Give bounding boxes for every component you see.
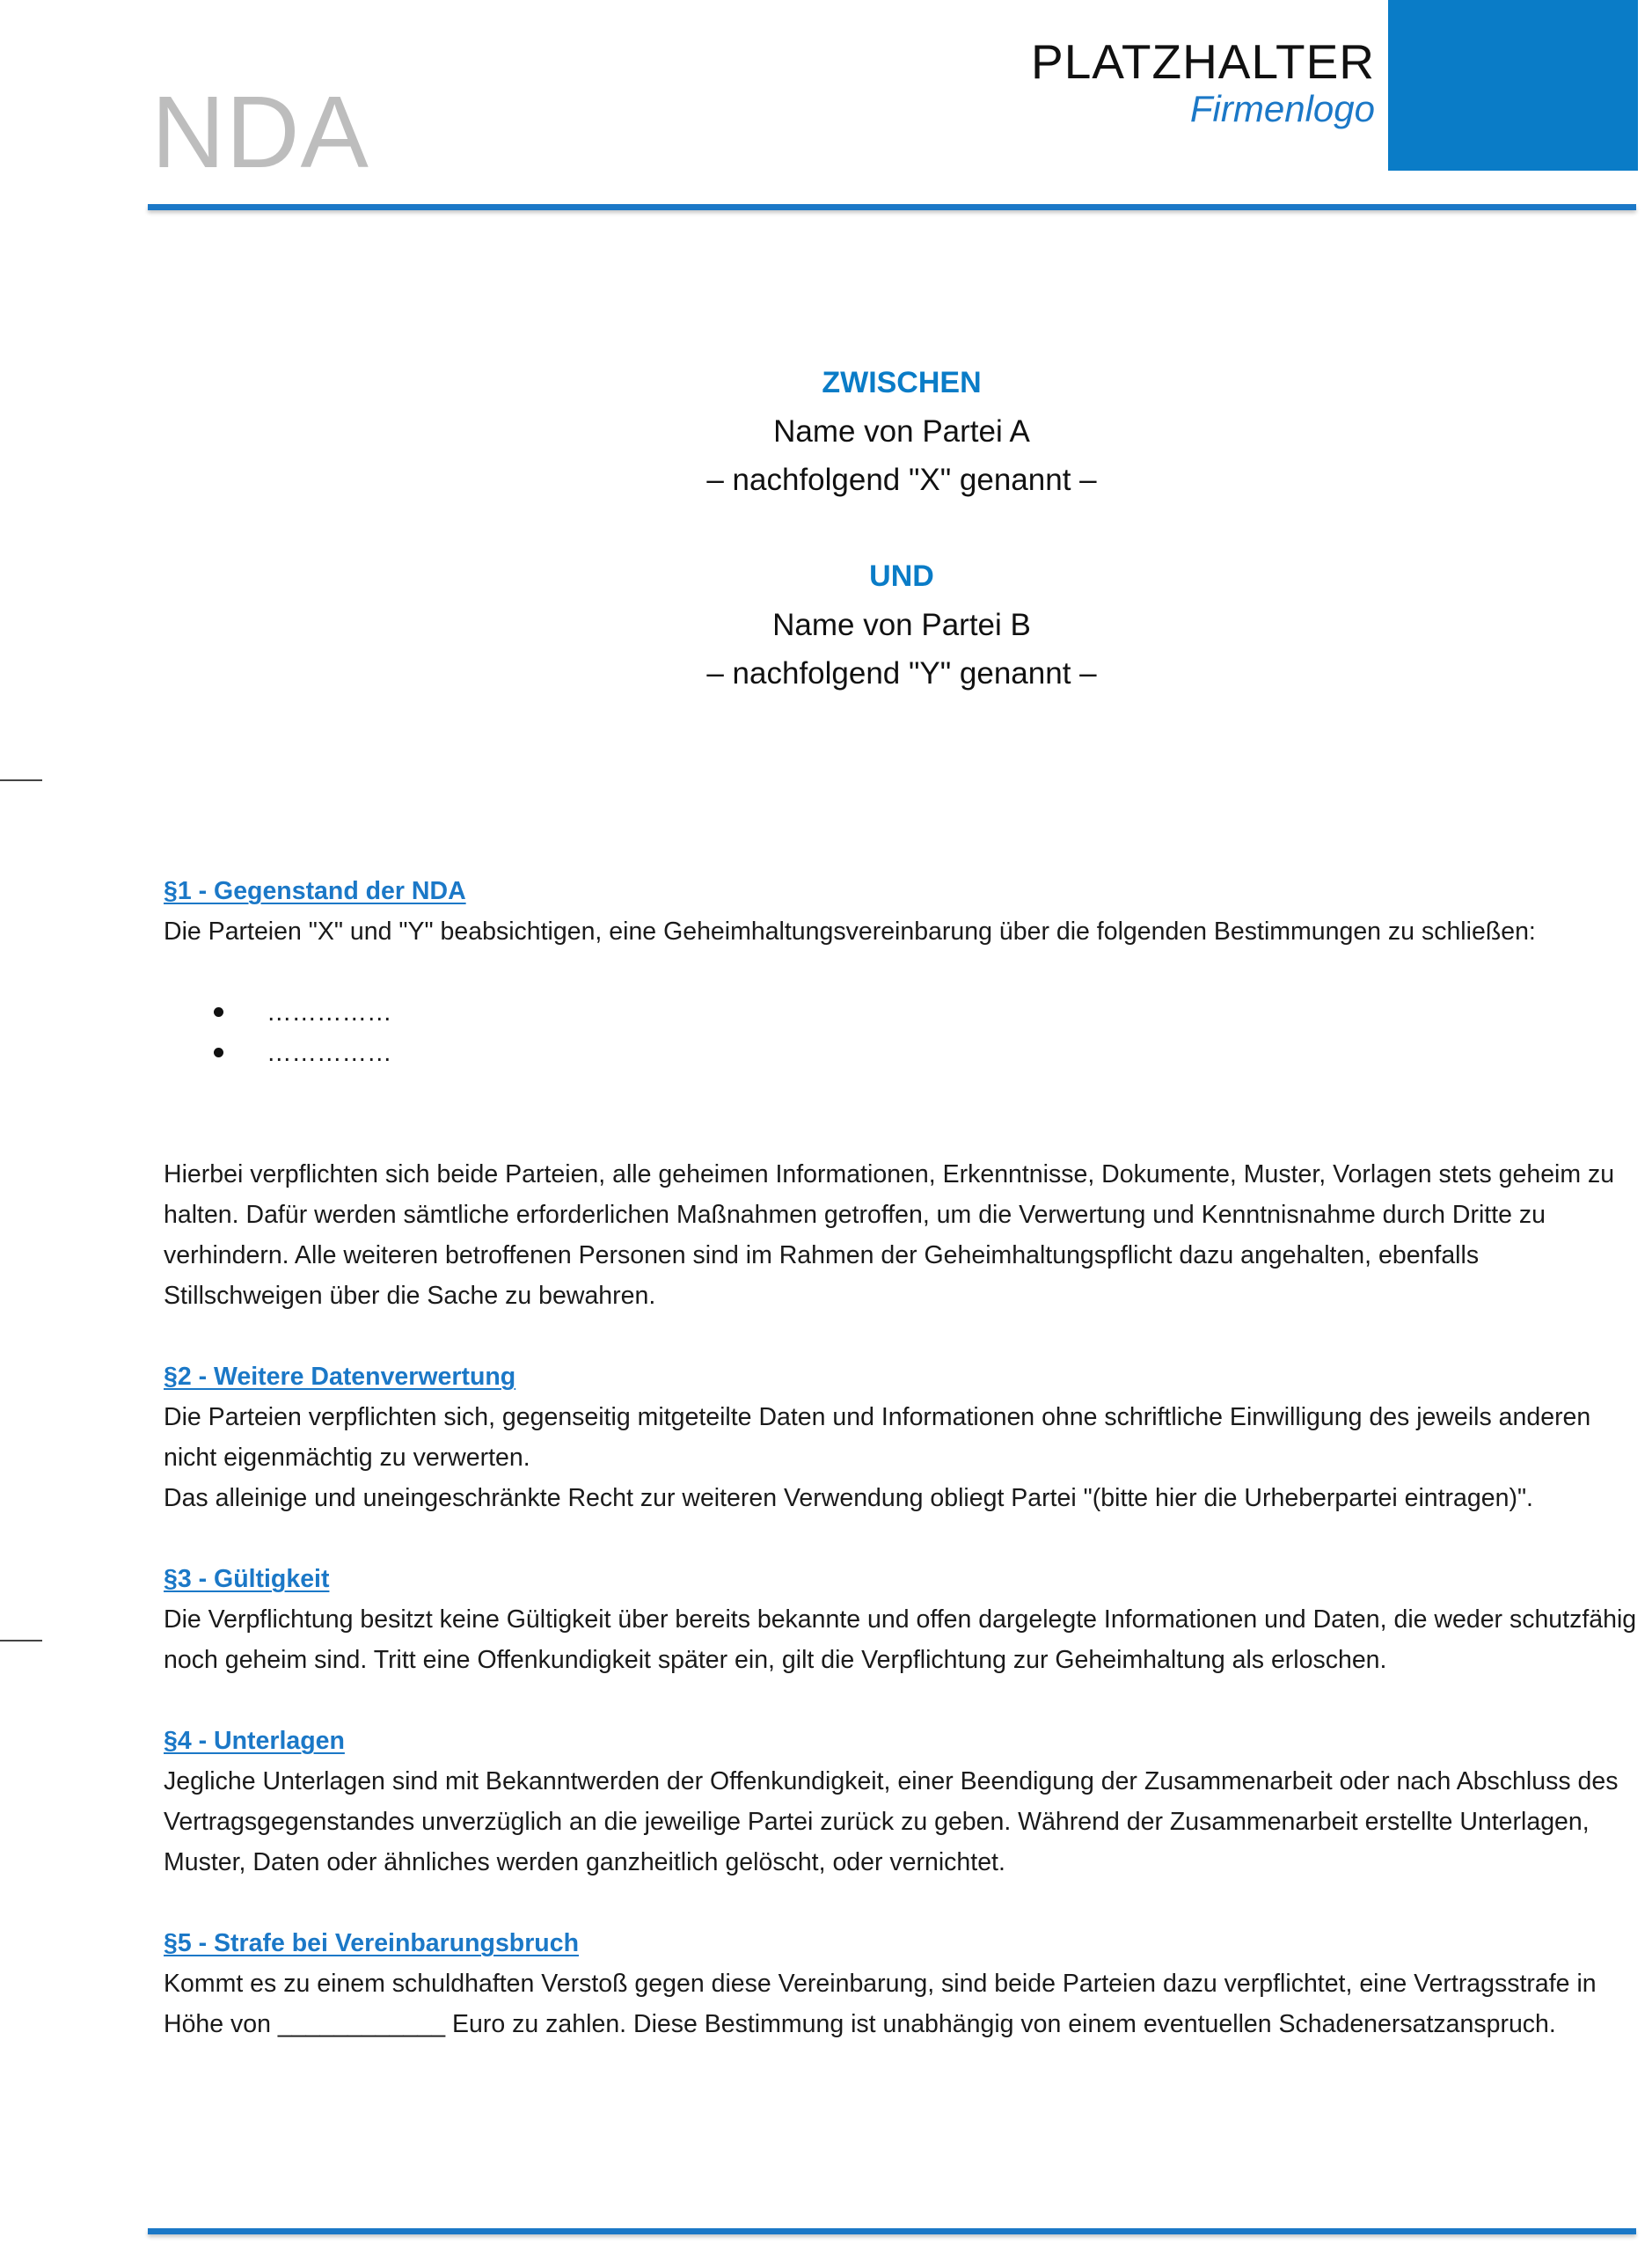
section-2-paragraph-2: Das alleinige und uneingeschränkte Recht zur weiteren Verwendung obliegt Partei "(bitte hier die Urheberpartei eintragen)".: [164, 1484, 1533, 1512]
and-label: UND: [869, 559, 934, 593]
section-4-heading: §4 - Unterlagen: [164, 1727, 345, 1755]
section-5-paragraph: Kommt es zu einem schuldhaften Verstoß gegen diese Vereinbarung, sind beide Parteien dazu verpflichtet, eine Vertragsstrafe in Höhe von ____________ Euro zu zahlen. Diese Bestimmung ist unabhängig von einem eventuellen Schadenersatzanspruch.: [164, 1970, 1597, 2038]
bullet-icon: [214, 1007, 223, 1017]
section-2-heading: §2 - Weitere Datenverwertung: [164, 1363, 516, 1391]
document-title: NDA: [151, 75, 369, 189]
list-item: [164, 1033, 1641, 1073]
section-1-bullet-list: [164, 992, 1641, 1073]
list-item-text: ……………: [267, 998, 392, 1027]
contract-body: [164, 871, 1641, 2044]
section-4-paragraph: Jegliche Unterlagen sind mit Bekanntwerden der Offenkundigkeit, einer Beendigung der Zusammenarbeit oder nach Abschluss des Vertragsgegenstandes unverzüglich an die jeweilige Partei zurück zu geben. Während der Zusammenarbeit erstellte Unterlagen, Muster, Daten oder ähnliches werden ganzheitlich gelöscht, oder vernichtet.: [164, 1767, 1619, 1876]
section-5-heading: §5 - Strafe bei Vereinbarungsbruch: [164, 1929, 579, 1957]
section-3-heading: §3 - Gültigkeit: [164, 1565, 330, 1593]
party-a-alias: – nachfolgend "X" genannt –: [706, 463, 1097, 497]
section-3-paragraph: Die Verpflichtung besitzt keine Gültigkeit über bereits bekannte und offen dargelegte Informationen und Daten, die weder schutzfähig noch geheim sind. Tritt eine Offenkundigkeit später ein, gilt die Verpflichtung zur Geheimhaltung als erloschen.: [164, 1605, 1637, 1674]
section-1-heading: §1 - Gegenstand der NDA: [164, 877, 466, 905]
header-divider: [148, 204, 1636, 210]
logo-color-block: [1388, 0, 1638, 171]
logo-main-text: PLATZHALTER: [1031, 34, 1375, 89]
fold-mark-top: [0, 779, 42, 781]
between-label: ZWISCHEN: [822, 366, 982, 399]
bullet-icon: [214, 1048, 223, 1057]
party-b-name: Name von Partei B: [772, 608, 1031, 642]
list-item-text: ……………: [267, 1039, 392, 1067]
parties-block: [264, 359, 1539, 698]
logo-sub-text: Firmenlogo: [1189, 87, 1375, 129]
logo-placeholder: [1031, 34, 1375, 129]
section-2-paragraph-1: Die Parteien verpflichten sich, gegenseitig mitgeteilte Daten und Informationen ohne schriftliche Einwilligung des jeweils anderen nicht eigenmächtig zu verwerten.: [164, 1403, 1591, 1472]
section-1-paragraph: Hierbei verpflichten sich beide Parteien, alle geheimen Informationen, Erkenntnisse, Dokumente, Muster, Vorlagen stets geheim zu halten. Dafür werden sämtliche erforderlichen Maßnahmen getroffen, um die Verwertung und Kenntnisnahme durch Dritte zu verhindern. Alle weiteren betroffenen Personen sind im Rahmen der Geheimhaltungspflicht dazu angehalten, ebenfalls Stillschweigen über die Sache zu bewahren.: [164, 1160, 1615, 1310]
party-b-alias: – nachfolgend "Y" genannt –: [706, 656, 1097, 691]
list-item: [164, 992, 1641, 1033]
fold-mark-bottom: [0, 1640, 42, 1641]
footer-divider: [148, 2228, 1636, 2234]
section-1-intro: Die Parteien "X" und "Y" beabsichtigen, eine Geheimhaltungsvereinbarung über die folgenden Bestimmungen zu schließen:: [164, 918, 1536, 946]
party-a-name: Name von Partei A: [773, 414, 1030, 449]
